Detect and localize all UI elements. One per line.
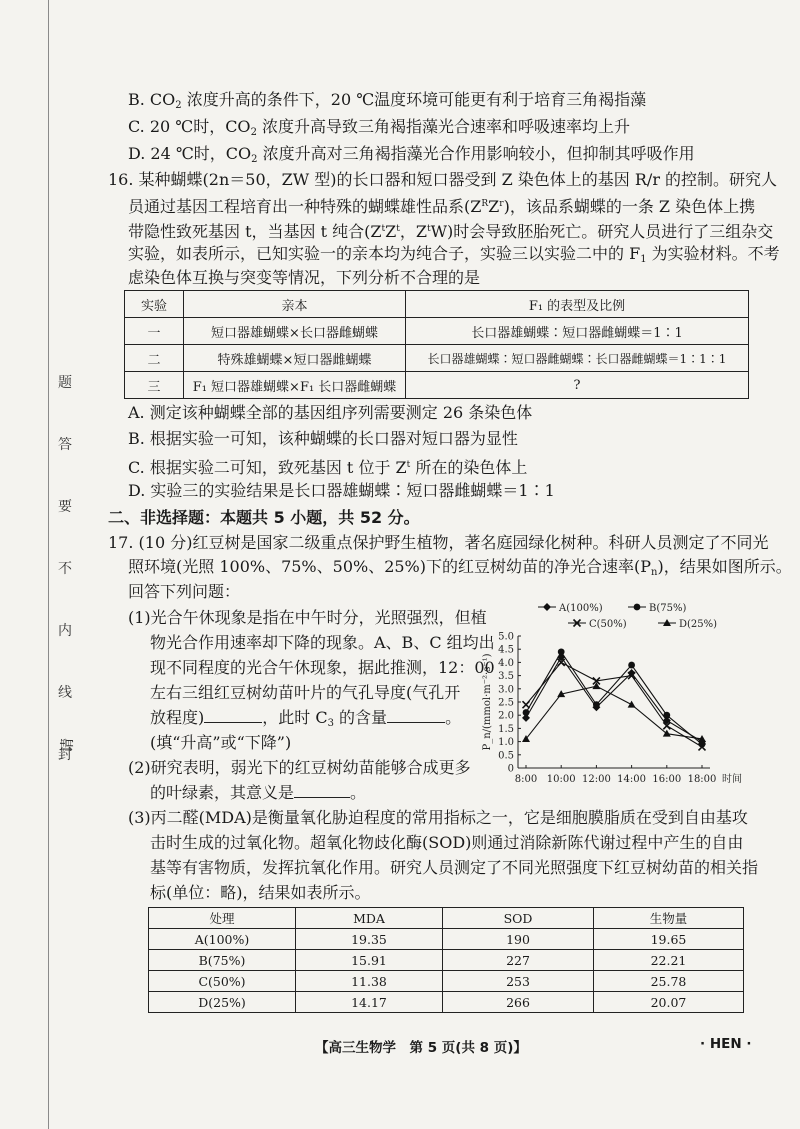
q16-option-a: A. 测定该种蝴蝶全部的基因组序列需要测定 26 条染色体	[128, 403, 533, 422]
q17-part1-line4: 左右三组红豆树幼苗叶片的气孔导度(气孔开	[150, 683, 461, 702]
q17-part3-line4: 标(单位：略)，结果如表所示。	[150, 883, 371, 902]
table-cell: 25.78	[594, 971, 744, 992]
notice-char: 封	[58, 747, 72, 763]
q16-option-b: B. 根据实验一可知，该种蝴蝶的长口器对短口器为显性	[128, 429, 518, 448]
q16-option-c: C. 根据实验二可知，致死基因 t 位于 $Z^t$ 所在的染色体上	[128, 458, 528, 477]
table-cell: 19.65	[594, 929, 744, 950]
q16-stem-line4: 实验，如表所示，已知实验一的亲本均为纯合子，实验三以实验二中的 $F_1$ 为实验材料。不考	[128, 244, 780, 265]
q17-part3-line2: 击时生成的过氧化物。超氧化物歧化酶(SOD)则通过消除新陈代谢过程中产生的自由	[150, 833, 744, 852]
answer-blank[interactable]	[204, 708, 262, 723]
data-point-1-1	[558, 648, 565, 655]
y-tick-label: 0.5	[498, 750, 514, 762]
y-tick-label: 0	[507, 763, 514, 775]
table-row	[149, 950, 744, 971]
table-row	[125, 372, 749, 399]
data-point-1-4	[663, 712, 670, 719]
legend-label: B(75%)	[649, 603, 687, 614]
table-cell: 特殊雄蝴蝶×短口器雌蝴蝶	[184, 345, 406, 372]
answer-blank[interactable]	[294, 783, 350, 798]
x-tick-label: 16:00	[652, 774, 682, 785]
table-header: 生物量	[594, 908, 744, 929]
q15-option-b: B. $CO_2$ 浓度升高的条件下，20 ℃温度环境可能更有利于培育三角褐指藻	[128, 90, 647, 111]
y-tick-label: 2.5	[498, 697, 514, 709]
y-axis-label: P_n/(mmol·m⁻²·s⁻¹)	[482, 653, 493, 751]
q16-table	[124, 290, 749, 399]
table-cell: A(100%)	[149, 929, 296, 950]
table-row	[149, 992, 744, 1013]
legend-label: A(100%)	[559, 603, 603, 614]
q15-option-c: C. 20 ℃时，$CO_2$ 浓度升高导致三角褐指藻光合速率和呼吸速率均上升	[128, 117, 631, 138]
q17-part1-line5: 放程度) ，此时 $C_3$ 的含量 。	[150, 708, 462, 729]
q17-part2-line2: 的叶绿素，其意义是 。	[150, 783, 367, 802]
table-cell: 长口器雄蝴蝶∶短口器雌蝴蝶∶长口器雌蝴蝶＝1∶1∶1	[406, 345, 749, 372]
y-tick-label: 3.5	[498, 671, 514, 683]
legend-marker	[543, 603, 551, 611]
section-heading: 二、非选择题：本题共 5 小题，共 52 分。	[108, 508, 420, 527]
table-header: F₁ 的表型及比例	[406, 291, 749, 318]
table-cell: 三	[125, 372, 184, 399]
notice-char: 线	[58, 685, 72, 701]
table-cell: 22.21	[594, 950, 744, 971]
q16-stem-line5: 虑染色体互换与突变等情况，下列分析不合理的是	[128, 268, 481, 287]
q17-part1-line6: (填“升高”或“下降”)	[150, 733, 292, 752]
table-cell: B(75%)	[149, 950, 296, 971]
table-row	[125, 318, 749, 345]
q17-part1-line3: 现不同程度的光合午休现象，据此推测，12：00	[150, 658, 495, 677]
series-line-0	[526, 657, 702, 741]
x-tick-label: 18:00	[687, 774, 717, 785]
table-cell: 14.17	[296, 992, 443, 1013]
q15-option-d: D. 24 ℃时，$CO_2$ 浓度升高对三角褐指藻光合作用影响较小，但抑制其呼吸作用	[128, 144, 695, 165]
table-cell: ?	[406, 372, 749, 399]
q17-part2-line1: (2)研究表明，弱光下的红豆树幼苗能够合成更多	[128, 758, 471, 777]
binding-line	[48, 0, 49, 1129]
q17-part3-line3: 基等有害物质，发挥抗氧化作用。研究人员测定了不同光照强度下红豆树幼苗的相关指	[150, 858, 759, 877]
q17-table	[148, 907, 744, 1013]
x-tick-label: 14:00	[617, 774, 647, 785]
y-tick-label: 5.0	[498, 631, 514, 643]
answer-blank[interactable]	[387, 708, 445, 723]
notice-char: 请	[60, 738, 76, 752]
q17-stem-line3: 回答下列问题：	[128, 582, 241, 601]
series-line-1	[526, 652, 702, 744]
x-axis-label: 时间	[722, 774, 742, 785]
y-tick-label: 3.0	[498, 684, 514, 696]
legend-label: D(25%)	[679, 619, 718, 630]
notice-char: 答	[58, 437, 72, 453]
table-cell: 二	[125, 345, 184, 372]
notice-char: 内	[58, 623, 72, 639]
table-cell: 227	[443, 950, 594, 971]
q16-stem-line2: 员通过基因工程培育出一种特殊的蝴蝶雄性品系$(Z^RZ^r)$，该品系蝴蝶的一条 Z 染色体上携	[128, 197, 756, 216]
y-tick-label: 1.5	[498, 723, 514, 735]
q16-stem-line3: 带隐性致死基因 t，当基因 t 纯合($Z^tZ^t$，$Z^tW$)时会导致胚胎死亡。研究人员进行了三组杂交	[128, 222, 774, 241]
q17-stem-line1: 17. (10 分)红豆树是国家二级重点保护野生植物，著名庭园绿化树种。科研人员测定了不同光	[108, 533, 769, 552]
table-header: 处理	[149, 908, 296, 929]
q16-option-d: D. 实验三的实验结果是长口器雄蝴蝶∶短口器雌蝴蝶＝1∶1	[128, 481, 555, 500]
table-cell: 20.07	[594, 992, 744, 1013]
notice-char: 不	[58, 561, 72, 577]
data-point-1-0	[523, 709, 530, 716]
y-tick-label: 4.0	[498, 657, 514, 669]
x-tick-label: 8:00	[514, 774, 538, 785]
table-row	[149, 971, 744, 992]
table-row	[125, 345, 749, 372]
data-point-1-2	[593, 701, 600, 708]
y-tick-label: 4.5	[498, 644, 514, 656]
net-photosynthesis-chart	[478, 598, 778, 790]
legend-marker	[634, 604, 641, 611]
y-tick-label: 2.0	[498, 710, 514, 722]
table-header: SOD	[443, 908, 594, 929]
binding-notice	[56, 372, 76, 763]
q17-part1-line2: 物光合作用速率却下降的现象。A、B、C 组均出	[150, 633, 495, 652]
table-row	[149, 929, 744, 950]
table-cell: 一	[125, 318, 184, 345]
table-cell: 19.35	[296, 929, 443, 950]
footer-code: · HEN ·	[700, 1036, 752, 1052]
q17-stem-line2: 照环境(光照 100%、75%、50%、25%)下的红豆树幼苗的净光合速率$(P_n)$，结果如图所示。	[128, 557, 792, 578]
table-cell: 长口器雄蝴蝶∶短口器雌蝴蝶＝1∶1	[406, 318, 749, 345]
y-tick-label: 1.0	[498, 737, 514, 749]
table-cell: F₁ 短口器雄蝴蝶×F₁ 长口器雌蝴蝶	[184, 372, 406, 399]
table-cell: 190	[443, 929, 594, 950]
q17-part1-line1: (1)光合午休现象是指在中午时分，光照强烈，但植	[128, 608, 487, 627]
q17-part3-line1: (3)丙二醛(MDA)是衡量氧化胁迫程度的常用指标之一，它是细胞膜脂质在受到自由基攻	[128, 808, 748, 827]
x-tick-label: 10:00	[546, 774, 576, 785]
table-cell: C(50%)	[149, 971, 296, 992]
notice-char: 要	[58, 499, 72, 515]
table-cell: 253	[443, 971, 594, 992]
table-cell: 短口器雄蝴蝶×长口器雌蝴蝶	[184, 318, 406, 345]
x-tick-label: 12:00	[581, 774, 611, 785]
table-cell: 11.38	[296, 971, 443, 992]
table-header: 实验	[125, 291, 184, 318]
notice-char: 题	[58, 375, 72, 391]
legend-label: C(50%)	[589, 619, 627, 630]
table-cell: 266	[443, 992, 594, 1013]
data-point-2-0	[523, 701, 530, 708]
footer-page-info: 【高三生物学 第 5 页(共 8 页)】	[315, 1040, 527, 1056]
table-header: 亲本	[184, 291, 406, 318]
table-cell: D(25%)	[149, 992, 296, 1013]
data-point-1-3	[628, 662, 635, 669]
table-header: MDA	[296, 908, 443, 929]
table-cell: 15.91	[296, 950, 443, 971]
q16-stem-line1: 16. 某种蝴蝶(2n＝50，ZW 型)的长口器和短口器受到 Z 染色体上的基因 R/r 的控制。研究人	[108, 170, 778, 189]
data-point-3-3	[628, 701, 636, 708]
